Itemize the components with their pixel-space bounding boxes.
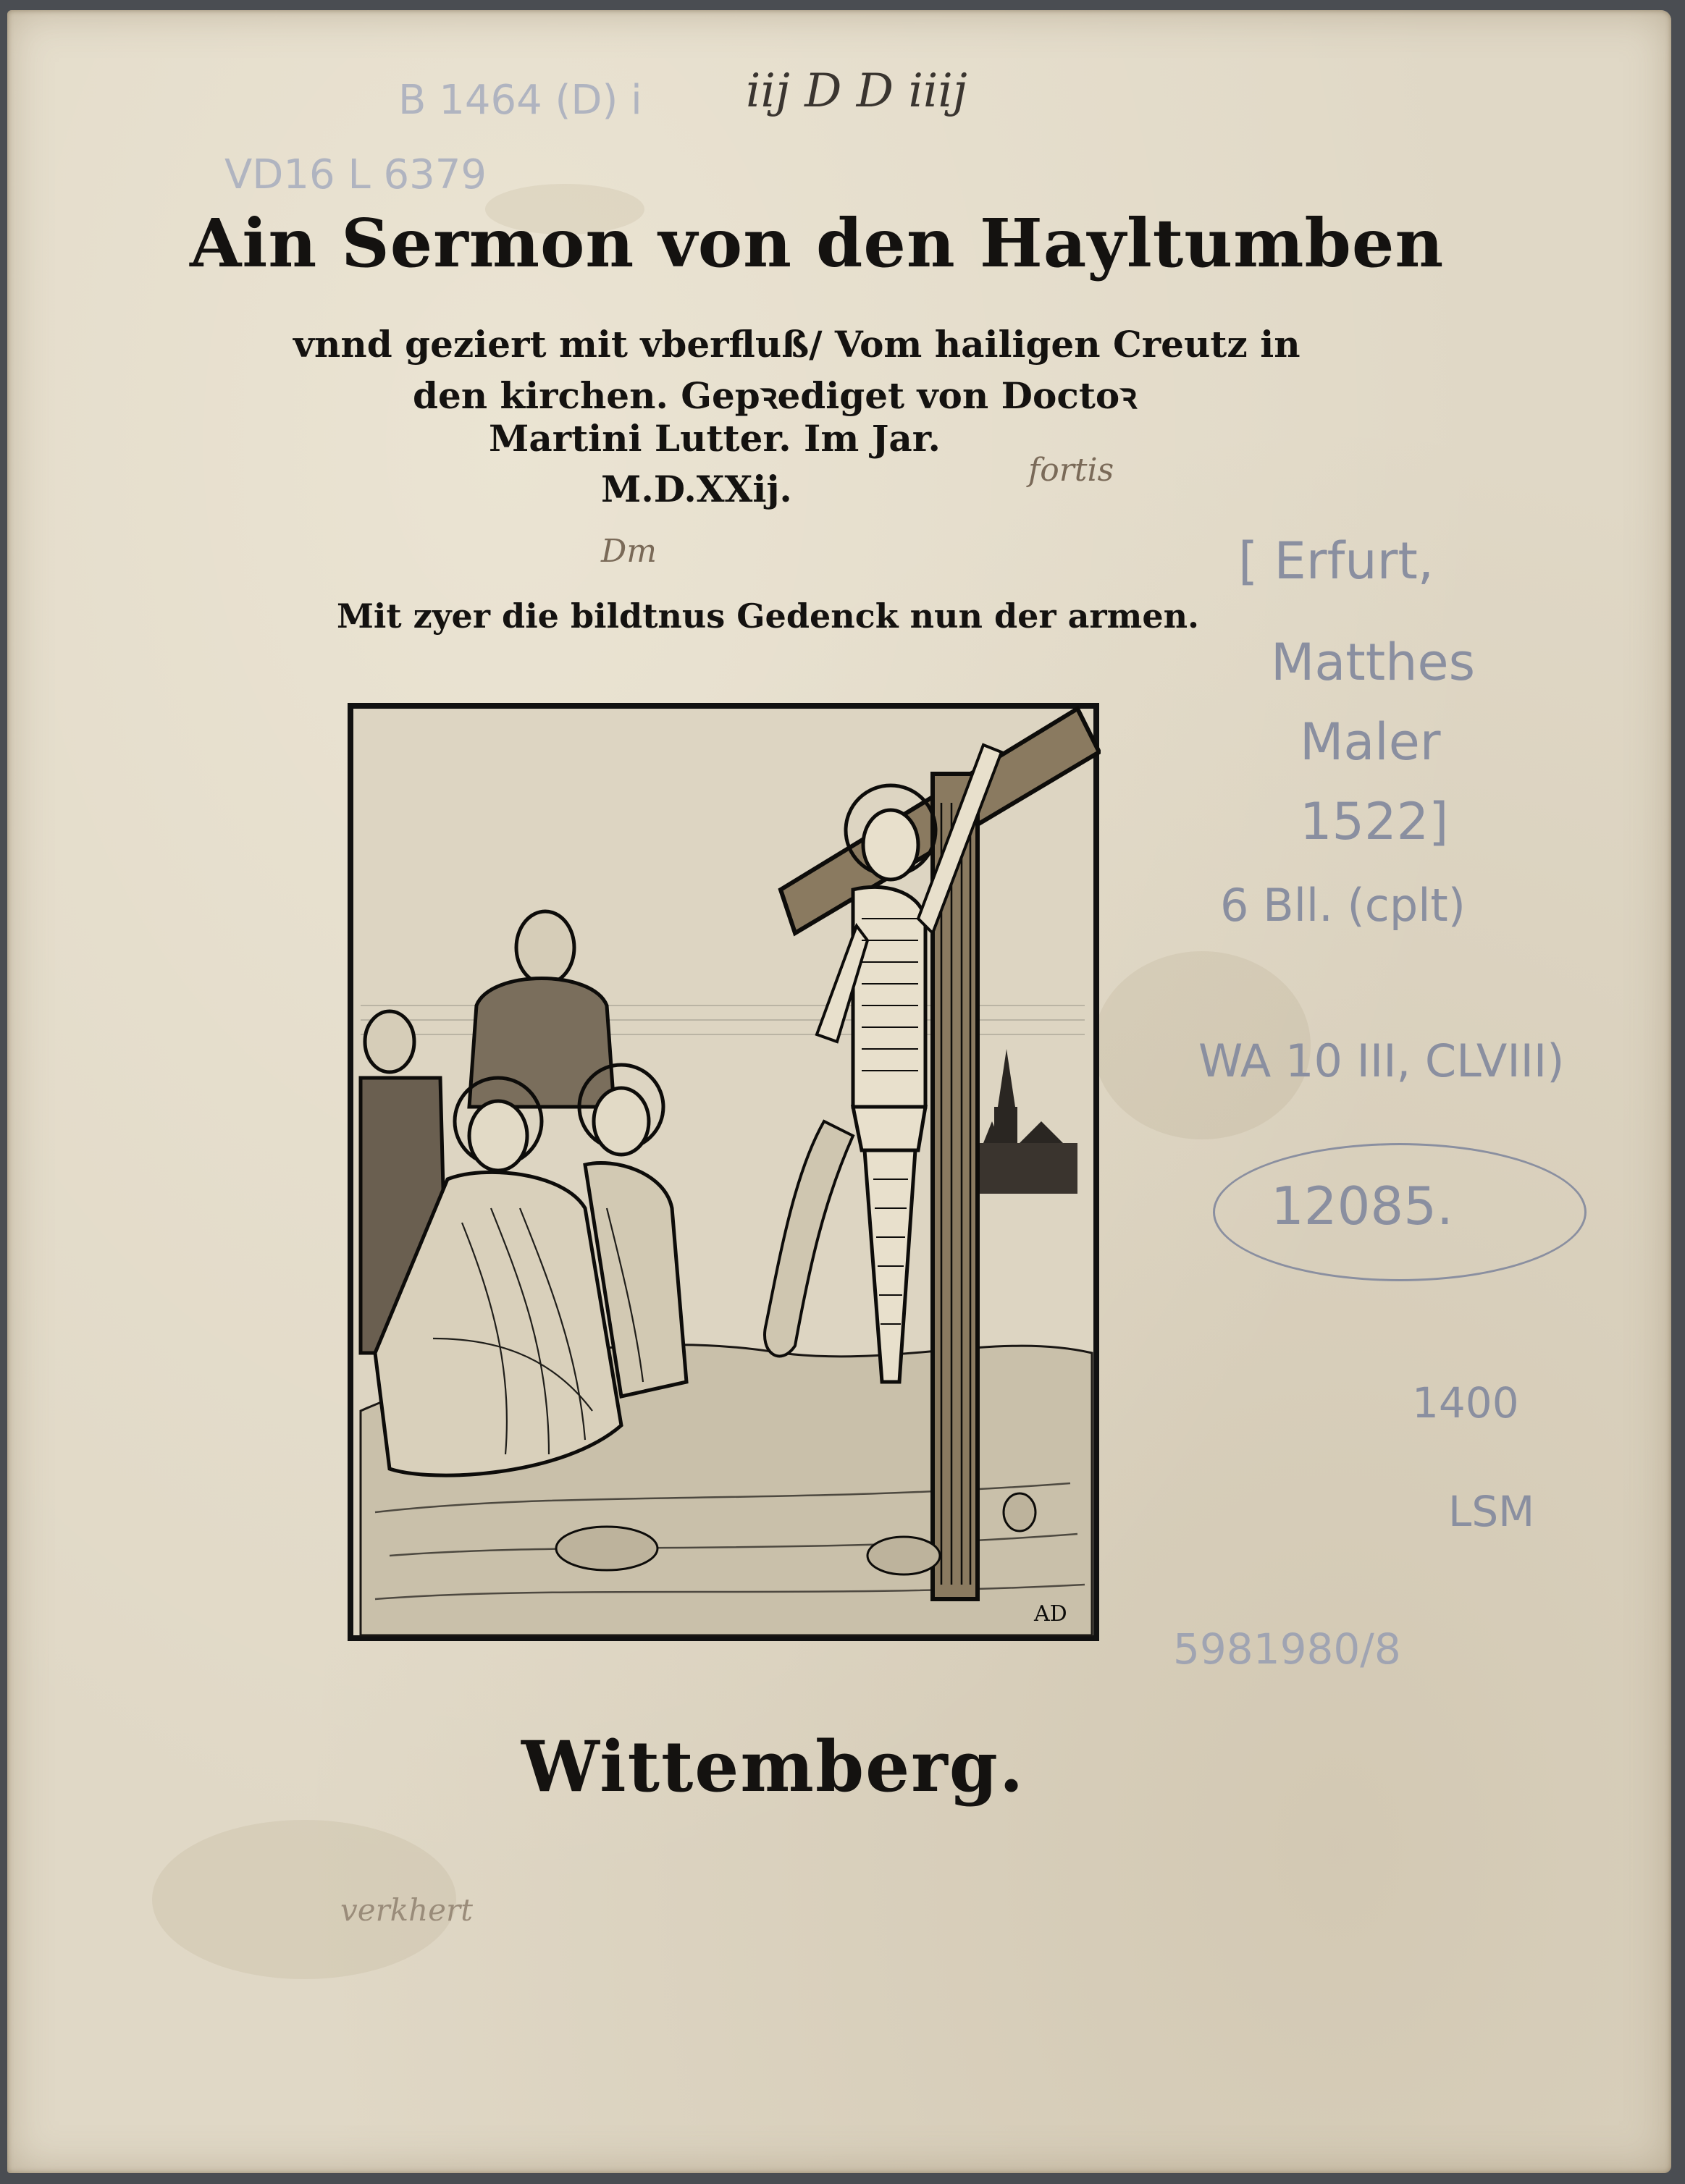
title-line-3: den kirchen. Gepꝛediget von Doctoꝛ <box>413 374 1137 417</box>
pencil-year-note: 1522] <box>1300 792 1449 851</box>
pencil-printer-note: Maler <box>1300 712 1441 772</box>
pencil-stamp-number: 5981980/8 <box>1173 1624 1401 1674</box>
imprint-place: Wittemberg. <box>521 1726 1025 1808</box>
title-line-4: Martini Lutter. Im Jar. <box>489 417 941 460</box>
pencil-price-note: 1400 <box>1412 1378 1519 1428</box>
title-page <box>7 10 1671 2173</box>
artist-monogram: AD <box>1034 1601 1067 1627</box>
handwritten-note: verkhert <box>340 1892 473 1928</box>
woodcut-caption: Mit zyer die bildtnus Gedenck nun der armen. <box>337 596 1200 636</box>
title-line-2: vnnd geziert mit vberfluß/ Vom hailigen Creutz in <box>293 323 1300 366</box>
shelfmark-2: VD16 L 6379 <box>224 151 487 198</box>
pencil-code-note: LSM <box>1448 1487 1535 1536</box>
title-line-5: M.D.XXij. <box>601 468 792 510</box>
title-line-1: Ain Sermon von den Hayltumben <box>190 204 1445 282</box>
pencil-printer-note: Matthes <box>1271 633 1476 692</box>
handwritten-note: fortis <box>1028 452 1114 489</box>
ink-signature-notes: iij D D iiij <box>746 64 967 118</box>
handwritten-note: Dm <box>601 533 657 570</box>
shelfmark-1: B 1464 (D) i <box>398 77 642 124</box>
pencil-accession-number: 12085. <box>1271 1176 1453 1236</box>
crucifixion-woodcut <box>346 701 1101 1643</box>
pencil-leaves-note: 6 Bll. (cplt) <box>1220 879 1466 932</box>
pencil-reference-note: WA 10 III, CLVIII) <box>1198 1034 1565 1087</box>
pencil-place-note: [ Erfurt, <box>1238 531 1434 591</box>
